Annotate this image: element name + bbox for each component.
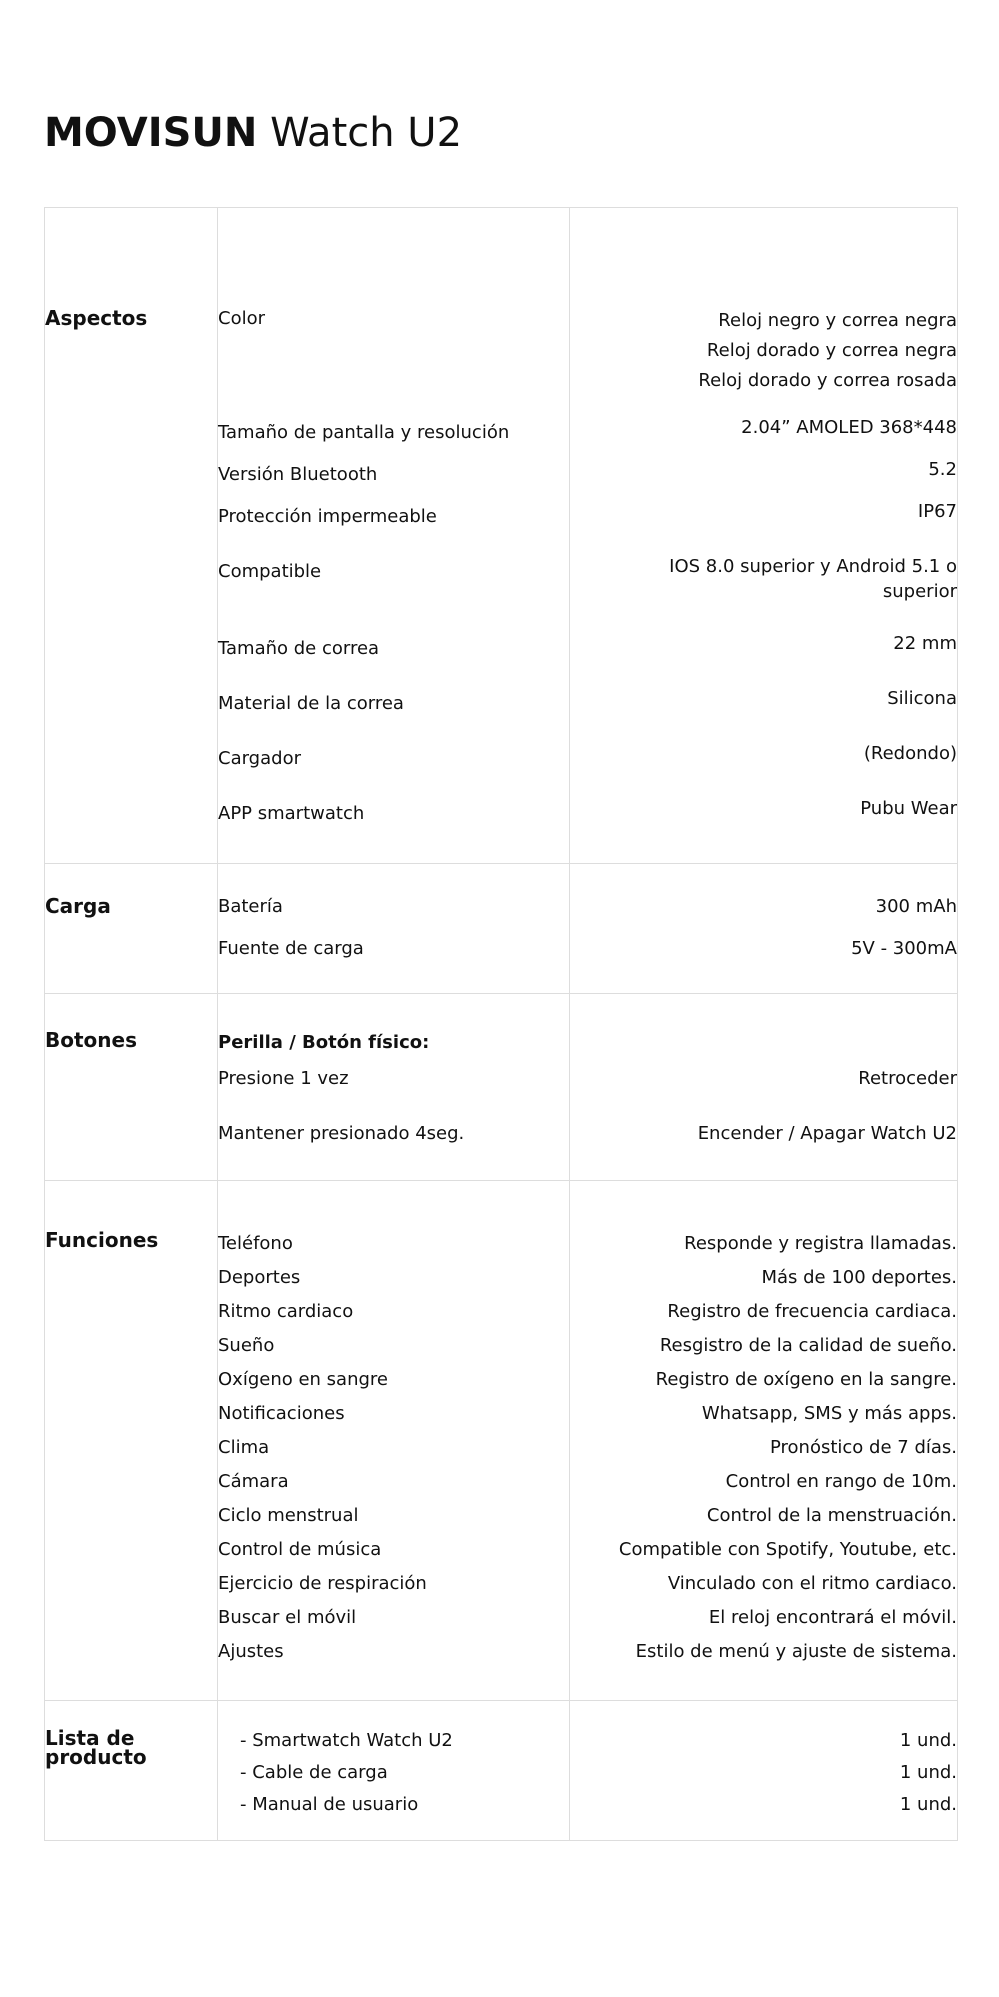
spec-value: 300 mAh — [875, 896, 957, 917]
spec-value: 1 und. — [899, 1762, 957, 1783]
spec-value: Pronóstico de 7 días. — [770, 1437, 957, 1458]
spec-label: Versión Bluetooth — [218, 464, 378, 485]
subheading: Perilla / Botón físico: — [218, 1032, 430, 1053]
spec-label: Deportes — [218, 1267, 301, 1288]
spec-label: Notificaciones — [218, 1403, 345, 1424]
spec-label: - Smartwatch Watch U2 — [240, 1730, 453, 1751]
section-label-cell — [45, 208, 218, 864]
label-column — [218, 208, 570, 864]
spec-value: 2.04” AMOLED 368*448 — [741, 417, 957, 438]
model-name: Watch U2 — [270, 110, 463, 156]
spec-value: Más de 100 deportes. — [761, 1267, 957, 1288]
spec-label: Mantener presionado 4seg. — [218, 1123, 465, 1144]
spec-value: Retroceder — [858, 1068, 957, 1089]
spec-value: (Redondo) — [863, 743, 957, 764]
spec-label: Ejercicio de respiración — [218, 1573, 427, 1594]
section-title-botones: Botones — [45, 1028, 137, 1052]
spec-label: Ritmo cardiaco — [218, 1301, 354, 1322]
section-label-cell — [45, 994, 218, 1181]
label-column — [218, 864, 570, 994]
spec-value: Responde y registra llamadas. — [684, 1233, 957, 1254]
value-column — [570, 864, 958, 994]
spec-value: Reloj dorado y correa rosada — [698, 370, 957, 391]
lista-labels — [240, 1725, 569, 1821]
section-label-cell — [45, 864, 218, 994]
spec-label: Color — [218, 308, 265, 329]
spec-label: Presione 1 vez — [218, 1068, 349, 1089]
spec-label: Buscar el móvil — [218, 1607, 357, 1628]
value-column — [570, 994, 958, 1181]
section-title-lista-line2: producto — [45, 1745, 147, 1769]
spec-value: 5.2 — [928, 459, 957, 480]
label-column — [218, 994, 570, 1181]
spec-label: Material de la correa — [218, 693, 404, 714]
section-lista-producto — [45, 1701, 958, 1841]
funciones-labels — [218, 1227, 569, 1669]
value-column — [570, 208, 958, 864]
spec-value: Registro de frecuencia cardiaca. — [667, 1301, 957, 1322]
spec-label: Cargador — [218, 748, 301, 769]
section-title-carga: Carga — [45, 894, 111, 918]
spec-value: Estilo de menú y ajuste de sistema. — [635, 1641, 957, 1662]
section-carga — [45, 864, 958, 994]
spec-value: 1 und. — [899, 1794, 957, 1815]
label-column — [218, 1701, 570, 1841]
brand-name: MOVISUN — [44, 110, 258, 156]
section-title-funciones: Funciones — [45, 1228, 159, 1252]
spec-label: Cámara — [218, 1471, 289, 1492]
section-aspectos — [45, 208, 958, 864]
spec-label: Oxígeno en sangre — [218, 1369, 388, 1390]
label-column — [218, 1181, 570, 1701]
value-column — [570, 1181, 958, 1701]
spec-label: Ajustes — [218, 1641, 284, 1662]
spec-value: Silicona — [887, 688, 957, 709]
spec-value: Reloj negro y correa negra — [718, 310, 957, 331]
spec-value: superior — [882, 581, 957, 602]
spec-label: Protección impermeable — [218, 506, 437, 527]
spec-value: Vinculado con el ritmo cardiaco. — [667, 1573, 957, 1594]
spec-table — [44, 207, 958, 1841]
spec-label: Clima — [218, 1437, 270, 1458]
spec-value: IP67 — [917, 501, 957, 522]
page-title — [44, 106, 462, 160]
spec-value: Whatsapp, SMS y más apps. — [701, 1403, 957, 1424]
spec-value: Registro de oxígeno en la sangre. — [655, 1369, 957, 1390]
section-funciones — [45, 1181, 958, 1701]
spec-label: Fuente de carga — [218, 938, 364, 959]
section-title-lista-line1: Lista de — [45, 1726, 135, 1750]
section-label-cell — [45, 1701, 218, 1841]
spec-value: Control en rango de 10m. — [725, 1471, 957, 1492]
spec-value: 22 mm — [893, 633, 957, 654]
spec-value: Reloj dorado y correa negra — [706, 340, 957, 361]
value-column — [570, 1701, 958, 1841]
spec-value: Control de la menstruación. — [706, 1505, 957, 1526]
spec-value: Pubu Wear — [860, 798, 957, 819]
spec-label: - Cable de carga — [240, 1762, 388, 1783]
spec-value: Resgistro de la calidad de sueño. — [659, 1335, 957, 1356]
spec-value: IOS 8.0 superior y Android 5.1 o — [669, 556, 957, 577]
spec-value: El reloj encontrará el móvil. — [708, 1607, 957, 1628]
spec-value: Compatible con Spotify, Youtube, etc. — [618, 1539, 957, 1560]
spec-label: APP smartwatch — [218, 803, 365, 824]
spec-label: Control de música — [218, 1539, 382, 1560]
spec-label: Compatible — [218, 561, 322, 582]
spec-label: Batería — [218, 896, 283, 917]
spec-value: 1 und. — [899, 1730, 957, 1751]
section-title-aspectos: Aspectos — [45, 306, 148, 330]
spec-value: Encender / Apagar Watch U2 — [697, 1123, 957, 1144]
section-label-cell — [45, 1181, 218, 1701]
spec-label: Tamaño de correa — [218, 638, 380, 659]
spec-label: Sueño — [218, 1335, 275, 1356]
funciones-values — [570, 1227, 957, 1669]
spec-value: 5V - 300mA — [851, 938, 957, 959]
spec-label: Tamaño de pantalla y resolución — [218, 422, 510, 443]
spec-label: Teléfono — [218, 1233, 293, 1254]
section-botones — [45, 994, 958, 1181]
spec-label: Ciclo menstrual — [218, 1505, 359, 1526]
lista-values — [570, 1725, 957, 1821]
spec-label: - Manual de usuario — [240, 1794, 419, 1815]
